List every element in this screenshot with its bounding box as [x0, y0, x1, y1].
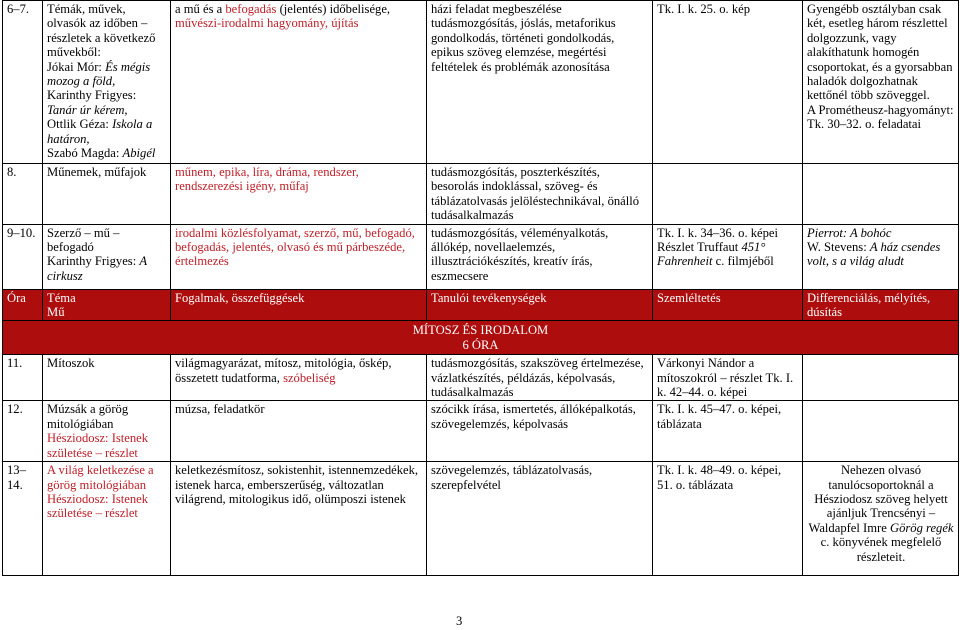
tema-red-text: Hésziodosz: Istenek születése – részlet — [47, 431, 149, 460]
ora-cell — [3, 401, 43, 462]
table-row — [3, 401, 959, 462]
differencialas-work: Pierrot: A bohóc — [807, 225, 892, 240]
ora-number: 13–14. — [7, 463, 26, 492]
ora-number: 12. — [7, 402, 23, 417]
ora-number: 9–10. — [7, 225, 36, 240]
tema-text: Szerző – mű – befogadó — [47, 225, 120, 255]
table-row — [3, 224, 959, 289]
szemleltetes-cell — [653, 355, 803, 401]
szemleltetes-cell — [653, 462, 803, 576]
header-szemleltetes — [653, 289, 803, 321]
tevekenyseg-cell — [427, 224, 653, 289]
ora-cell — [3, 1, 43, 164]
fogalmak-red-text: irodalmi közlésfolyamat, szerző, mű, befogadó, befogadás, jelentés, olvasó és mű párbeszéde, értelmezés — [175, 225, 415, 269]
szemleltetes-text: c. filmjéből — [712, 254, 774, 269]
differencialas-cell — [803, 401, 959, 462]
fogalmak-text: világmagyarázat, mítosz, mitológia, őskép, összetett tudatforma, — [175, 356, 392, 385]
szemleltetes-cell — [653, 164, 803, 225]
szemleltetes-text: Várkonyi Nándor a mítoszokról – részlet Tk. I. k. 42–44. o. képei — [657, 356, 794, 400]
tema-cell — [43, 462, 171, 576]
tema-cell — [43, 164, 171, 225]
section-title-cell — [3, 321, 959, 355]
tema-work: Tanár úr kérem, — [47, 102, 128, 117]
header-mu-label: Mű — [47, 305, 65, 320]
fogalmak-text: keletkezésmítosz, sokistenhit, istennemzedékek, istenek harca, emberszerűség, változatlan világrend, mitologikus idő, olümposzi istenek — [175, 463, 419, 506]
differencialas-text: W. Stevens: — [807, 240, 870, 255]
table-row — [3, 1, 959, 164]
header-tevekenyseg-label: Tanulói tevékenységek — [431, 290, 547, 305]
differencialas-cell — [803, 1, 959, 164]
tevekenyseg-text: tudásmozgósítás, véleményalkotás, állókép, novellaelemzés, illusztrációkészítés, kreatív írás, eszmecsere — [431, 225, 609, 283]
ora-cell — [3, 224, 43, 289]
header-fogalmak — [171, 289, 427, 321]
ora-number: 8. — [7, 165, 17, 179]
header-row — [3, 289, 959, 321]
tevekenyseg-text: szócikk írása, ismertetés, állóképalkotás, szövegelemzés, képolvasás — [431, 402, 636, 431]
section-title: MÍTOSZ ÉS IRODALOM — [412, 323, 549, 338]
fogalmak-cell — [171, 462, 427, 576]
tema-cell — [43, 401, 171, 462]
tema-cell — [43, 1, 171, 164]
header-ora — [3, 289, 43, 321]
ora-number: 11. — [7, 356, 23, 371]
tevekenyseg-cell — [427, 1, 653, 164]
differencialas-text: Gyengébb osztályban csak két, esetleg három részlettel dolgozzunk, vagy alakíthatunk homogén csoportokat, és a gyorsabban haladók dolgozhatnak kettőnél több szöveggel. — [807, 2, 953, 103]
tema-text: Témák, művek, olvasók az időben – részletek a következő művekből: — [47, 2, 156, 60]
tema-author: Ottlik Géza: — [47, 117, 113, 132]
differencialas-text: c. könyvének megfelelő részleteit. — [820, 535, 942, 564]
tevekenyseg-cell — [427, 355, 653, 401]
fogalmak-text: (jelentés) időbelisége, — [276, 2, 391, 16]
tevekenyseg-text: tudásmozgósítás, poszterkészítés, besorolás indoklással, szöveg- és táblázatolvasás jelöléstechnikával, önálló tudásalkalmazás — [431, 165, 640, 223]
table-row — [3, 355, 959, 401]
differencialas-work: A ház csendes volt, s a világ aludt — [807, 240, 941, 269]
header-tema — [43, 289, 171, 321]
differencialas-cell — [803, 164, 959, 225]
fogalmak-red-text: szóbeliség — [283, 370, 336, 385]
szemleltetes-cell — [653, 1, 803, 164]
fogalmak-red-text: műnem, epika, líra, dráma, rendszer, rendszerezési igény, műfaj — [175, 165, 359, 194]
fogalmak-cell — [171, 1, 427, 164]
tema-red-text: A világ keletkezése a görög mitológiában Hésziodosz: Istenek születése – részlet — [47, 463, 154, 521]
header-differencialas — [803, 289, 959, 321]
page-number: 3 — [456, 614, 463, 628]
tema-work: Iskola a határon, — [47, 117, 153, 146]
szemleltetes-text: Tk. I. k. 34–36. o. képei — [657, 225, 779, 240]
differencialas-cell — [803, 224, 959, 289]
fogalmak-cell — [171, 224, 427, 289]
section-row — [3, 321, 959, 355]
ora-cell — [3, 164, 43, 225]
tevekenyseg-text: tudásmozgósítás, szakszöveg értelmezése, vázlatkészítés, példázás, képolvasás, tudásalkalmazás — [431, 356, 644, 400]
szemleltetes-text: Részlet Truffaut — [657, 240, 742, 255]
tevekenyseg-text: házi feladat megbeszélése tudásmozgósítás, jóslás, metaforikus gondolkodás, történeti gondolkodás, epikus szöveg elemzése, megértési feltételek és problémák azonosítása — [431, 2, 616, 74]
fogalmak-cell — [171, 355, 427, 401]
fogalmak-cell — [171, 401, 427, 462]
differencialas-text: A Prométheusz-hagyományt: Tk. 30–32. o. feladatai — [807, 102, 954, 132]
header-tema-label: Téma — [47, 290, 76, 305]
szemleltetes-cell — [653, 401, 803, 462]
ora-number: 6–7. — [7, 2, 30, 16]
ora-cell — [3, 355, 43, 401]
tema-cell — [43, 355, 171, 401]
tevekenyseg-cell — [427, 164, 653, 225]
fogalmak-red-text: művészi-irodalmi hagyomány, újítás — [175, 16, 359, 31]
szemleltetes-work: 451° Fahrenheit — [657, 240, 766, 269]
differencialas-cell — [803, 462, 959, 576]
differencialas-cell — [803, 355, 959, 401]
tevekenyseg-cell — [427, 401, 653, 462]
szemleltetes-text: Tk. I. k. 48–49. o. képei, 51. o. táblázata — [657, 463, 782, 492]
table-row — [3, 462, 959, 576]
curriculum-table — [2, 0, 959, 576]
differencialas-text: Nehezen olvasó tanulócsoportoknál a Hésziodosz szöveg helyett ajánljuk Trencsényi – Waldapfel Imre — [808, 463, 948, 535]
tevekenyseg-cell — [427, 462, 653, 576]
tevekenyseg-text: szövegelemzés, táblázatolvasás, szerepfelvétel — [431, 463, 593, 492]
tema-text: Mítoszok — [47, 356, 95, 371]
header-szemleltetes-label: Szemléltetés — [657, 290, 721, 305]
fogalmak-cell — [171, 164, 427, 225]
header-ora-label: Óra — [7, 290, 26, 305]
tema-work: A cirkusz — [47, 254, 147, 283]
table-row — [3, 164, 959, 225]
tema-cell — [43, 224, 171, 289]
section-hours: 6 ÓRA — [462, 337, 499, 352]
tema-author: Jókai Mór: — [47, 59, 106, 74]
fogalmak-red-text: befogadás — [225, 2, 277, 16]
tema-text: Múzsák a görög mitológiában — [47, 402, 129, 431]
header-tevekenyseg — [427, 289, 653, 321]
szemleltetes-text: Tk. I. k. 25. o. kép — [657, 2, 751, 16]
fogalmak-text: múzsa, feladatkör — [175, 402, 265, 417]
tema-author: Karinthy Frigyes: — [47, 88, 137, 103]
szemleltetes-cell — [653, 224, 803, 289]
differencialas-work: Görög regék — [889, 520, 954, 535]
szemleltetes-text: Tk. I. k. 45–47. o. képei, táblázata — [657, 402, 782, 431]
ora-cell — [3, 462, 43, 576]
tema-work: És mégis mozog a föld, — [47, 59, 151, 89]
tema-author: Karinthy Frigyes: — [47, 254, 140, 269]
tema-author: Szabó Magda: — [47, 146, 123, 161]
header-differencialas-label: Differenciálás, mélyítés, dúsítás — [807, 290, 931, 320]
tema-work: Abigél — [122, 146, 156, 161]
header-fogalmak-label: Fogalmak, összefüggések — [175, 290, 305, 305]
fogalmak-text: a mű és a — [175, 2, 226, 16]
tema-text: Műnemek, műfajok — [47, 165, 147, 179]
